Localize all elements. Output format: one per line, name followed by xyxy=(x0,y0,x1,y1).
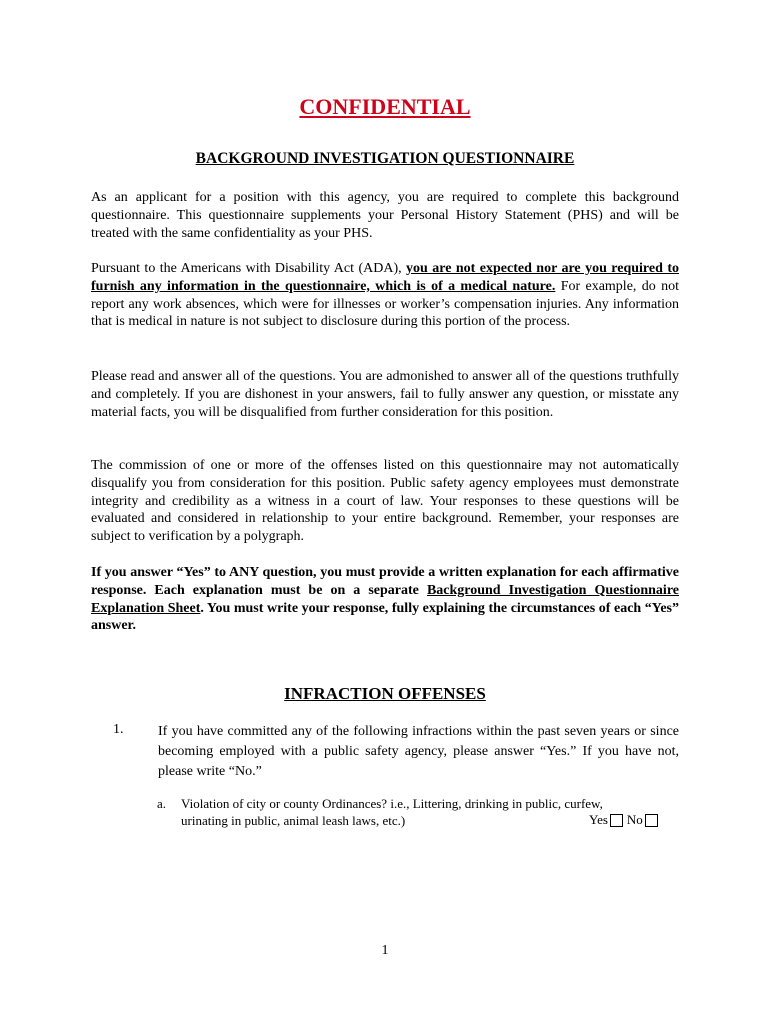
confidential-heading: CONFIDENTIAL xyxy=(299,94,471,119)
explanation-paragraph xyxy=(91,564,679,635)
explanation-text-end: . You must write your response, fully explaining the circumstances of each “Yes” answer. xyxy=(91,600,679,634)
no-label: No xyxy=(626,812,643,827)
explanation-text-start: If you answer “Yes” to ANY question, you must provide a written explanation for each affirmative response. Each explanation must be on a separate xyxy=(91,565,679,598)
explanation-sheet-name: Background Investigation Questionnaire Explanation Sheet xyxy=(91,582,679,616)
page-number: 1 xyxy=(381,943,389,958)
question-number: 1. xyxy=(113,722,124,737)
item-text-line2: urinating in public, animal leash laws, etc.) xyxy=(181,813,406,828)
section-title: INFRACTION OFFENSES xyxy=(284,684,486,703)
yes-checkbox[interactable] xyxy=(610,814,623,827)
yes-label: Yes xyxy=(589,812,608,827)
ada-notice: you are not expected nor are you required to furnish any information in the questionnaire, which is of a medical nature. xyxy=(91,261,679,294)
ada-text-start: Pursuant to the Americans with Disability Act (ADA), xyxy=(91,261,407,276)
item-text-line1: Violation of city or county Ordinances? i.e., Littering, drinking in public, curfew, xyxy=(181,796,603,811)
no-checkbox[interactable] xyxy=(645,814,658,827)
disqualify-paragraph: The commission of one or more of the offenses listed on this questionnaire may not automatically disqualify you from consideration for this position. Public safety agency employees must demonstrate integrity and credibility as a witness in a court of law. Your responses to these questions will be evaluated and considered in relationship to your entire background. Remember, your responses are subject to verification by a polygraph. xyxy=(91,458,679,545)
intro-paragraph: As an applicant for a position with this agency, you are required to complete this background questionnaire. This questionnaire supplements your Personal History Statement (PHS) and will be treated with the same confidentiality as your PHS. xyxy=(91,190,679,241)
question-text: If you have committed any of the following infractions within the past seven years or since becoming employed with a public safety agency, please answer “Yes.” If you have not, please write “No.” xyxy=(158,724,679,779)
answer-choices xyxy=(589,812,662,828)
document-title: BACKGROUND INVESTIGATION QUESTIONNAIRE xyxy=(195,150,575,167)
ada-text-end: For example, do not report any work absences, which were for illnesses or worker’s compensation injuries. Any information that is medical in nature is not subject to disclosure during this portion of the process. xyxy=(91,278,679,330)
item-letter: a. xyxy=(157,796,167,811)
ada-paragraph xyxy=(91,260,679,331)
instructions-paragraph: Please read and answer all of the questions. You are admonished to answer all of the questions truthfully and completely. If you are dishonest in your answers, fail to fully answer any question, or misstate any material facts, you will be disqualified from further consideration for this position. xyxy=(91,369,679,420)
